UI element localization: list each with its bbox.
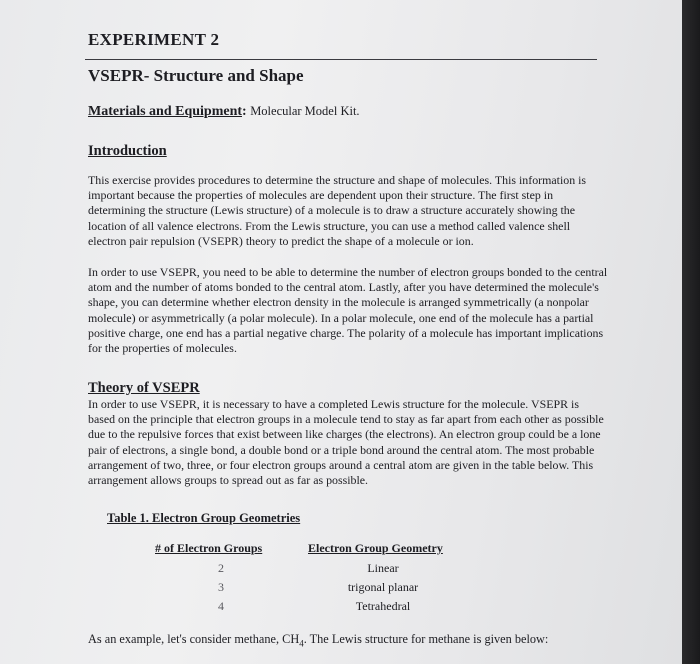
theory-paragraph: In order to use VSEPR, it is necessary to have a completed Lewis structure for the molecule. VSEPR is based on the principle that electron groups in a molecule tend to stay as far apart from each other as possible due to the repulsive forces that exist between like charges (the electrons). An electron group could be a lone pair of electrons, a single bond, a double bond or a triple bond around the central atom. The most probable arrangement of two, three, or four electron groups around a central atom are given in the table below. This arrangement allows groups to spread out as far as possible. [88,397,604,488]
table-cell: 2 [218,561,224,575]
table-header-geometry: Electron Group Geometry [308,541,443,555]
materials-line [88,104,360,120]
table-cell: 3 [218,580,224,595]
materials-colon: : [242,104,247,119]
introduction-heading: Introduction [88,143,167,159]
example-text-before: As an example, let's consider methane, CH [88,632,300,646]
example-subscript: 4 [299,638,304,649]
introduction-paragraph-1: This exercise provides procedures to determine the structure and shape of molecules. This information is important because the properties of molecules are dependent upon their structure. The first step in determining the structure (Lewis structure) of a molecule is to draw a structure accurately showing the location of all valence electrons. From the Lewis structure, you can use a method called valence shell electron pair repulsion (VSEPR) theory to predict the shape of a molecule or ion. [88,173,587,248]
table-cell: trigonal planar [347,580,419,595]
experiment-title: EXPERIMENT 2 [88,30,220,49]
table-header-groups: # of Electron Groups [155,541,263,555]
example-line [88,632,548,648]
table-column-groups [155,541,277,617]
page-edge-shadow [682,0,700,664]
theory-heading: Theory of VSEPR [88,380,200,396]
table-cell: 4 [218,599,224,614]
table-column-geometry [308,541,458,617]
experiment-subtitle: VSEPR- Structure and Shape [88,66,304,85]
materials-label: Materials and Equipment [88,104,243,119]
materials-value: Molecular Model Kit. [250,104,360,118]
title-divider [85,59,597,60]
example-text-after: . The Lewis structure for methane is given below: [303,632,549,646]
table-cell: Tetrahedral [355,599,411,614]
table-title: Table 1. Electron Group Geometries [107,511,301,525]
table-cell: Linear [367,561,399,575]
introduction-paragraph-2: In order to use VSEPR, you need to be able to determine the number of electron groups bonded to the central atom and the number of atoms bonded to the central atom. Lastly, after you have determined the molecule's shape, you can determine whether electron density in the molecule is arranged symmetrically (a nonpolar molecule) or asymmetrically (a polar molecule). In a polar molecule, one end of the molecule has a partial positive charge, one end has a partial negative charge. The polarity of a molecule has important implications for the properties of molecules. [88,265,608,356]
